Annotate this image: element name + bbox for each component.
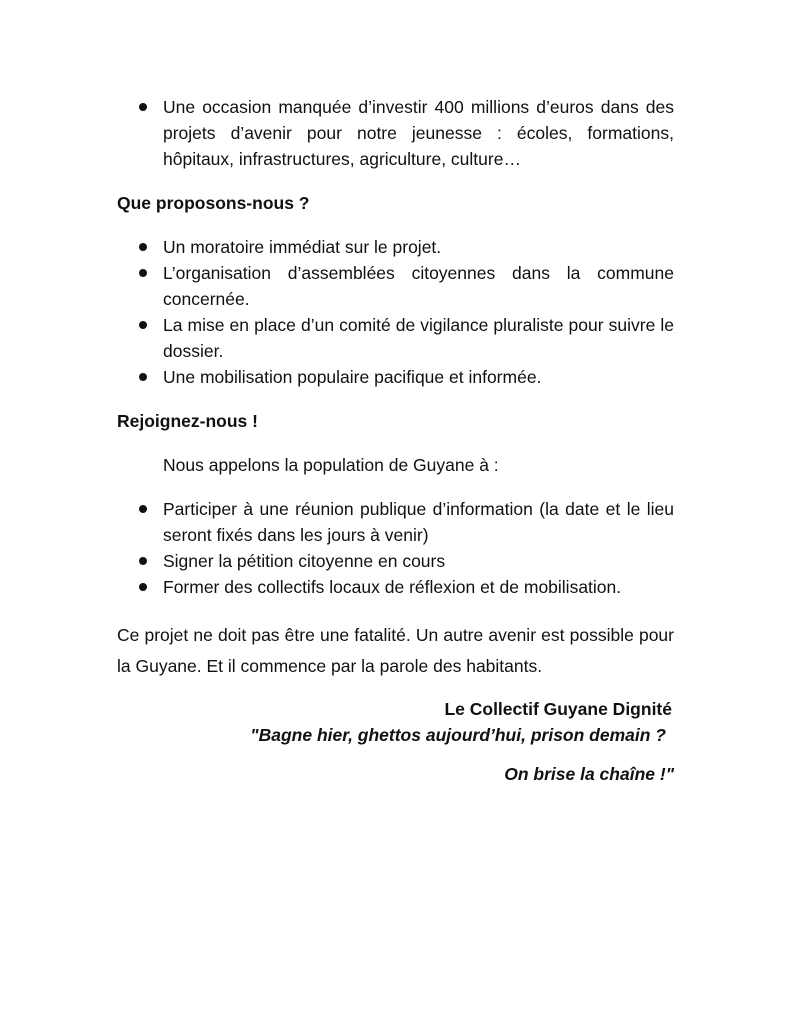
join-intro-text: Nous appelons la population de Guyane à : [163, 455, 499, 475]
closing-paragraph: Ce projet ne doit pas être une fatalité. Un autre avenir est possible pour la Guyane. Et il commence par la parole des habitants. [117, 625, 674, 676]
list-item: L’organisation d’assemblées citoyennes dans la commune concernée. [163, 260, 674, 312]
list-item: Une occasion manquée d’investir 400 millions d’euros dans des projets d’avenir pour notre jeunesse : écoles, formations, hôpitaux, infrastructures, agriculture, culture… [163, 94, 674, 172]
list-item: Participer à une réunion publique d’information (la date et le lieu seront fixés dans les jours à venir) [163, 496, 674, 548]
list-item: La mise en place d’un comité de vigilance pluraliste pour suivre le dossier. [163, 312, 674, 364]
join-bullet-list [117, 496, 674, 600]
list-item: Un moratoire immédiat sur le projet. [163, 234, 674, 260]
list-item: Une mobilisation populaire pacifique et informée. [163, 364, 674, 390]
list-item: Signer la pétition citoyenne en cours [163, 548, 674, 574]
slogan-line-1: "Bagne hier, ghettos aujourd’hui, prison demain ? [250, 725, 666, 745]
proposals-heading: Que proposons-nous ? [117, 193, 310, 213]
join-heading: Rejoignez-nous ! [117, 411, 258, 431]
list-item: Former des collectifs locaux de réflexion et de mobilisation. [163, 574, 674, 600]
slogan-line-2: On brise la chaîne !" [504, 764, 674, 784]
signature: Le Collectif Guyane Dignité [444, 699, 672, 719]
intro-bullet-list [117, 94, 674, 172]
proposals-bullet-list [117, 234, 674, 390]
